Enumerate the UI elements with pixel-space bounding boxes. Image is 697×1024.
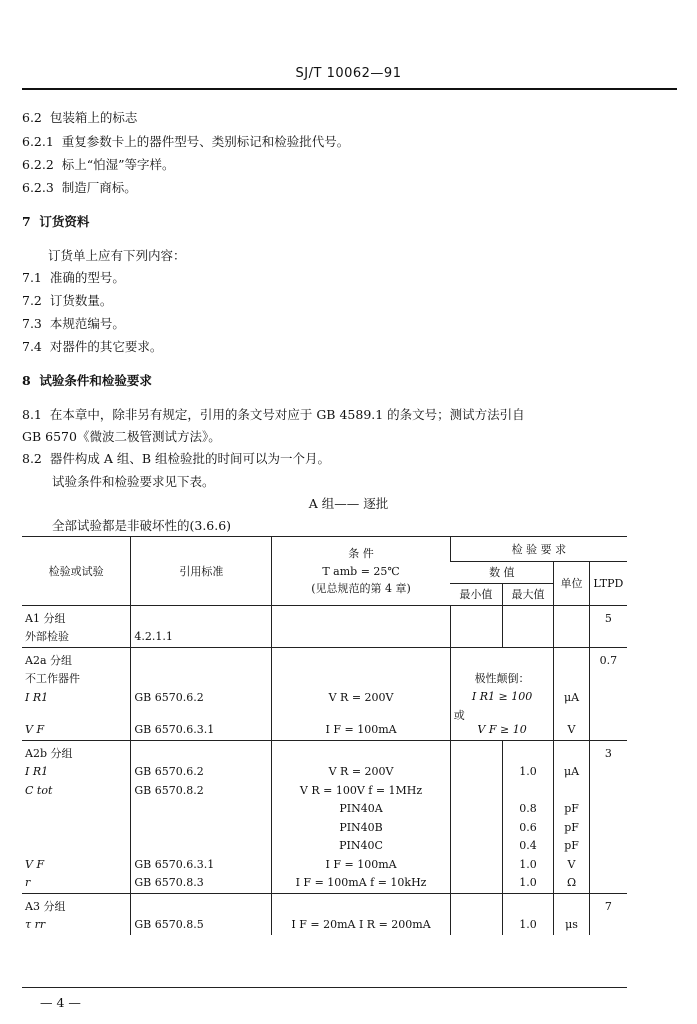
ltpd: 7 [604,899,612,913]
parameter-symbol: I R1 [25,765,49,778]
clause-text: 器件构成 A 组、B 组检验批的时间可以为一个月。 [49,451,330,466]
max-value: 0.6 [519,820,537,834]
reference: 4.2.1.1 [134,629,173,643]
clause-number: 7.4 [22,339,42,354]
clause-text: 对器件的其它要求。 [49,339,163,354]
device-variant: PIN40A [339,802,383,815]
col-header-reference: 引用标准 [131,537,272,605]
reference: GB 6570.8.3 [134,876,204,889]
header-rule [22,88,677,90]
standard-number-header: SJ/T 10062—91 [295,66,402,81]
group-name: A2b 分组 [25,746,73,760]
conditions-label: 条 件 [348,547,374,561]
condition: I F = 20mA I R = 200mA [291,918,431,931]
table-row-a2a [22,647,627,740]
section-title-text: 试验条件和检验要求 [39,373,152,388]
requirement: V F ≥ 10 [477,723,527,736]
ltpd: 0.7 [599,653,618,667]
clause-text: 在本章中，除非另有规定，引用的条文号对应于 GB 4589.1 的条文号；测试方法引自 [49,407,525,422]
clause-text: 包装箱上的标志 [49,110,138,125]
col-header-min: 最小值 [450,583,502,605]
group-name: A1 分组 [25,611,66,625]
unit: Ω [566,876,577,889]
max-value: 0.8 [519,802,537,815]
section-7-title [22,212,89,230]
table-note: 全部试验都是非破坏性的(3.6.6) [52,518,232,533]
clause-8-2-cont: 试验条件和检验要求见下表。 [52,474,215,489]
max-value: 1.0 [519,918,537,931]
unit: V [567,857,576,871]
unit: pF [564,802,579,815]
clause-6-2 [22,108,137,126]
group-name: A3 分组 [25,899,66,913]
reference: GB 6570.6.2 [134,765,204,778]
parameter-symbol: V F [25,857,45,871]
section-number: 8 [22,373,31,388]
col-header-max: 最大值 [502,583,554,605]
table-row-a2b [22,740,627,893]
group-a-inspection-table [22,537,627,935]
clause-8-1-cont: GB 6570《微波二极管测试方法》。 [22,429,221,444]
clause-7-4 [22,337,162,355]
section-8-title [22,371,152,389]
ltpd: 3 [604,746,612,760]
clause-number: 6.2.2 [22,157,54,172]
clause-number: 7.2 [22,293,42,308]
table-bottom-rule [22,987,627,988]
col-header-unit: 单位 [554,561,589,605]
table-row-a3 [22,893,627,935]
parameter-symbol: r [25,876,31,889]
clause-8-1 [22,405,525,423]
clause-text: 订货数量。 [49,293,113,308]
unit: pF [564,820,579,834]
clause-6-2-2 [22,155,175,173]
condition: V R = 200V [328,690,394,704]
reference: GB 6570.6.2 [134,690,204,704]
clause-text: 本规范编号。 [49,316,125,331]
max-value: 1.0 [519,765,537,778]
reference: GB 6570.6.3.1 [134,857,215,871]
ordering-intro: 订货单上应有下列内容： [48,248,186,263]
parameter-symbol: V F [25,723,45,736]
section-number: 7 [22,214,31,229]
max-value: 0.4 [519,839,537,852]
parameter-symbol: I R1 [25,690,49,704]
col-header-test: 检验或试验 [22,537,131,605]
condition: I F = 100mA [325,857,397,871]
condition: I F = 100mA f = 10kHz [295,876,427,889]
reference: GB 6570.8.5 [134,918,204,931]
conditions-reference: (见总规范的第 4 章) [311,582,411,596]
unit: μs [565,918,578,931]
table-row-a1 [22,605,627,647]
clause-number: 7.1 [22,270,42,285]
requirement: I R1 ≥ 100 [471,690,533,703]
group-name: A2a 分组 [25,653,72,667]
clause-number: 7.3 [22,316,42,331]
condition: V R = 200V [328,765,394,778]
clause-number: 6.2.3 [22,180,54,195]
clause-number: 6.2.1 [22,134,54,149]
unit: pF [564,839,579,852]
clause-text: 标上“怕湿”等字样。 [61,157,175,172]
col-header-ltpd: LTPD [589,561,627,605]
clause-6-2-3 [22,178,137,196]
polarity-note: 极性颠倒： [474,671,530,685]
col-header-requirements: 检 验 要 求 [450,537,627,561]
ltpd: 5 [604,611,612,625]
unit: μA [563,765,580,778]
clause-number: 8.1 [22,407,42,422]
clause-7-1 [22,268,125,286]
test-name: 不工作器件 [25,672,80,685]
max-value: 1.0 [519,876,537,889]
clause-text: 重复参数卡上的器件型号、类别标记和检验批代号。 [61,134,350,149]
condition: I F = 100mA [325,723,397,736]
clause-number: 6.2 [22,110,42,125]
section-title-text: 订货资料 [39,214,90,229]
unit: μA [563,690,580,704]
or-label: 或 [453,708,465,722]
table-title: A 组—— 逐批 [308,496,389,511]
device-variant: PIN40C [339,839,383,852]
test-name: 外部检验 [25,630,69,643]
clause-number: 8.2 [22,451,42,466]
ambient-temperature: T amb = 25℃ [322,565,400,579]
clause-7-3 [22,314,125,332]
parameter-symbol: C tot [25,783,53,797]
page-number: — 4 — [40,995,81,1010]
device-variant: PIN40B [339,820,383,834]
reference: GB 6570.6.3.1 [134,723,215,736]
max-value: 1.0 [519,857,537,871]
clause-7-2 [22,291,112,309]
col-header-values: 数 值 [450,561,554,583]
unit: V [567,723,576,736]
parameter-symbol: τ rr [25,918,46,931]
clause-8-2 [22,449,330,467]
col-header-conditions [272,537,450,605]
clause-text: 制造厂商标。 [61,180,137,195]
reference: GB 6570.8.2 [134,783,204,797]
clause-6-2-1 [22,132,349,150]
condition: V R = 100V f = 1MHz [299,783,423,797]
clause-text: 准确的型号。 [49,270,125,285]
